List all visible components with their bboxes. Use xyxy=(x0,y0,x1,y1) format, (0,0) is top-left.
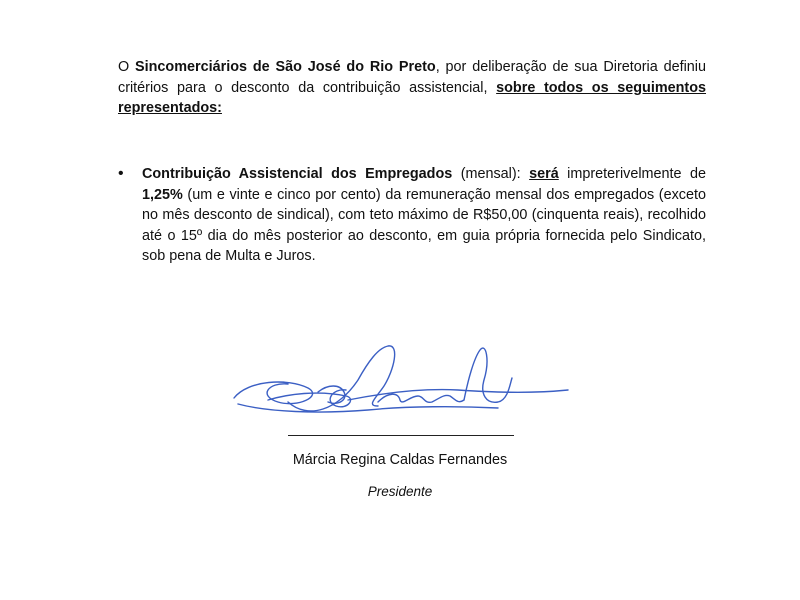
contribution-title: Contribuição Assistencial dos Empregados xyxy=(142,166,453,182)
contribution-bullet xyxy=(118,164,706,267)
sera-underlined: será xyxy=(529,166,559,182)
intro-text-start: O xyxy=(118,59,136,75)
signature-line xyxy=(288,435,514,436)
organization-name: Sincomerciários de São José do Rio Preto xyxy=(135,59,436,75)
contribution-percent: 1,25% xyxy=(142,186,183,203)
contribution-details: (um e vinte e cinco por cento) da remuneração mensal dos empregados (exceto no mês desconto de sindical), com teto máximo de R$50,00 (cinquenta reais), recolhido até o 15º dia do mês posterior ao desconto, em guia própria fornecida pelo Sindicato, sob pena de Multa e Juros. xyxy=(142,186,706,264)
intro-underlined-text: sobre todos os seguimentos representados: xyxy=(118,79,707,116)
contribution-mid-text: impreterivelmente de xyxy=(558,166,706,182)
intro-paragraph xyxy=(118,57,706,119)
intro-text-body: , por deliberação de sua Diretoria definiu critérios para o desconto da contribuição assistencial, xyxy=(118,59,707,96)
contribution-frequency: (mensal): xyxy=(452,166,530,182)
bullet-marker: • xyxy=(118,165,124,182)
contribution-text xyxy=(142,164,706,267)
handwritten-signature xyxy=(228,340,578,430)
signer-name: Márcia Regina Caldas Fernandes xyxy=(292,452,508,468)
signer-role: Presidente xyxy=(367,484,433,499)
